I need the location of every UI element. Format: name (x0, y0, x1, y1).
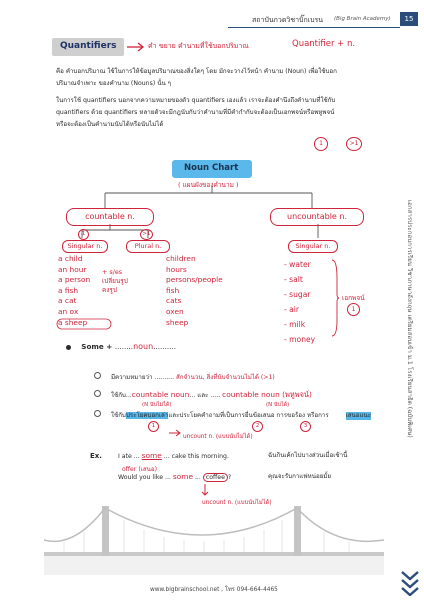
section-formula: Quantifier + n. (292, 39, 356, 49)
ex1-prefix: I ate (118, 453, 132, 460)
list-item: - air (284, 305, 300, 314)
singular-box (62, 240, 108, 253)
list-item: hours (166, 264, 187, 274)
intro-marker-2: >1 (346, 137, 362, 151)
uncount-singular-box (288, 240, 338, 253)
noun-chart-subtitle: ( แผนผังของคำนาม ) (178, 181, 239, 189)
some-label: Some + (81, 342, 115, 351)
countable-label: countable n. (85, 212, 135, 221)
page-number: 15 (400, 12, 418, 26)
list-item: a cat (58, 296, 77, 306)
some-bullet: Some + ........noun.......... (66, 342, 176, 351)
section-title: Quantifiers (60, 41, 117, 51)
intro-line4: quantifiers ด้วย quantifiers หลายตัวจะมีกฎนับกับว่าคำนามที่มีคำกำกับจะต้องเป็นเอกพจน์หรือพหูพจน์ (56, 109, 335, 116)
noun-chart-title: Noun Chart (184, 163, 239, 173)
list-item: oxen (166, 306, 184, 316)
list-item: a fish (58, 285, 79, 295)
list-item: fish (166, 285, 180, 295)
line3-highlight: ประโยคบอกเล่า (125, 412, 169, 419)
uncount-singular-label: Singular n. (295, 242, 331, 250)
line2-fill-a: countable noun (131, 390, 190, 399)
uncount-side-marker: 1 (347, 303, 360, 316)
list-item: a child (58, 254, 83, 263)
circle-bullet (94, 372, 101, 379)
line2-prefix: ใช้กับ (110, 392, 126, 399)
footer-text: www.bigbrainschool.net , โทร 094-664-4465 (150, 587, 278, 593)
plural-box (126, 240, 170, 253)
list-item: an ox (58, 306, 79, 316)
line3-end: เสนอแนะ (345, 412, 372, 419)
uncount-note: uncount n. (แบบนับไม่ได้) (183, 434, 253, 440)
ex2-suffix: ? (227, 474, 232, 481)
some-line3 (94, 410, 394, 420)
ex1-suffix: cake this morning. (171, 453, 229, 460)
intro-line2: ปริมาณจำเพาะ ของคำนาม (Nouns) นั้น ๆ (56, 80, 171, 87)
line2-note-a: (N นับไม่ได้) (142, 402, 172, 408)
plural-marker: >1 (140, 229, 153, 240)
line3-mid: และประโยคคำถามที่เป็นการยื่นข้อเสนอ การขอร้อง หรือการ (168, 412, 329, 419)
line1-fill: สักจำนวน, สิ่งที่นับจำนวนไม่ได้ (>1) (176, 374, 275, 381)
list-item: - money (284, 335, 316, 344)
some-line1: มีความหมายว่า .......... สักจำนวน, สิ่งที่นับจำนวนไม่ได้ (>1) (94, 372, 394, 382)
ex1-translation: ฉันกินเค้กไปบางส่วนเมื่อเช้านี้ (268, 452, 348, 459)
list-item: - water (284, 260, 311, 269)
intro-line1: คือ คำบอกปริมาณ ใช้ในการให้ข้อมูลปริมาณของสิ่งใดๆ โดย มักจะวางไว้หน้า คำนาม (Noun) เพื่อใช้บอก (56, 68, 337, 75)
intro-line5: หรือจะต้องเป็นคำนามนับได้หรือนับไม่ได้ (56, 121, 164, 128)
arrow-icon (200, 483, 210, 497)
uncount-note-2: uncount n. (แบบนับไม่ได้) (202, 500, 272, 506)
rule-label: + s/es (102, 268, 123, 276)
header-title: สถาบันกวดวิชาบิ๊กเบรน (252, 16, 324, 24)
list-item: children (166, 254, 196, 263)
examples-label: Ex. (90, 452, 102, 460)
line2-note-b: (N นับได้) (266, 402, 290, 408)
list-item: - sugar (284, 290, 311, 299)
bullet-dot (66, 345, 71, 350)
arrow-icon (168, 428, 182, 438)
uncountable-label: uncountable n. (287, 212, 347, 221)
list-item: a person (58, 275, 91, 285)
rule-note: เปลี่ยนรูป (102, 277, 128, 285)
ex2-fill: some (172, 472, 193, 481)
section-note: คำ ขยาย คำนามที่ใช้บอกปริมาณ (148, 42, 249, 50)
plural-label: Plural n. (134, 242, 162, 250)
uncountable-box (270, 208, 364, 226)
circle-bullet (94, 410, 101, 417)
list-item: an hour (58, 264, 87, 274)
list-item: cats (166, 296, 182, 306)
line1-prefix: มีความหมายว่า (110, 374, 153, 381)
uncount-side-note: เอกพจน์ (342, 294, 365, 302)
list-item: persons/people (166, 275, 223, 285)
line2-mid: และ (197, 392, 209, 399)
header-subtitle: (Big Brain Academy) (334, 16, 391, 22)
line2-fill-b: countable noun (พหูพจน์) (222, 390, 312, 399)
example-1: I ate ... some ... cake this morning. (118, 451, 229, 460)
some-line2: ใช้กับ...countable noun... และ ..... countable noun (พหูพจน์) (94, 390, 394, 400)
rule-note2: คงรูป (102, 286, 117, 294)
rule-block (102, 268, 128, 295)
list-item: a sheep (58, 317, 88, 327)
line3-prefix: ใช้กับ (110, 412, 126, 419)
vertical-sidebar (406, 200, 416, 600)
sidebar-text: เอกสารประกอบการเรียน วิชาภาษาอังกฤษ เตรียมสอบเข้า ม.1 โรงเรียนสาธิต (ฉบับพิเศษ) (406, 200, 413, 438)
list-item: - salt (284, 275, 303, 284)
intro-line3: ในการใช้ quantifiers นอกจากความหมายของตัว quantifiers เองแล้ว เราจะต้องคำนึงถึงคำนามที่ใช้กับ (56, 97, 336, 104)
line3-marker-1: 1 (148, 421, 159, 432)
ex2-prefix: Would you like (118, 474, 164, 481)
plural-list (166, 254, 223, 328)
some-fill: noun (133, 342, 154, 351)
brace-icon (330, 258, 340, 338)
example-2: Would you like ... some ... coffee ? (118, 472, 232, 481)
list-item: - milk (284, 320, 306, 329)
line3-marker-3: 3 (300, 421, 311, 432)
ex1-fill: some (141, 451, 162, 460)
line3-marker-2: 2 (252, 421, 263, 432)
singular-marker: 1 (78, 229, 89, 240)
bridge-illustration (44, 500, 384, 575)
ex2-mid: coffee (203, 473, 228, 482)
ex2-translation: คุณจะรับกาแฟหน่อยมั้ย (268, 473, 332, 480)
circle-bullet (94, 390, 101, 397)
sheep-underline (56, 318, 114, 330)
countable-box (66, 208, 154, 226)
uncountable-list (284, 257, 315, 347)
singular-label: Singular n. (67, 242, 103, 250)
list-item: sheep (166, 317, 189, 327)
offer-note: offer (เสนอ) (122, 466, 158, 473)
intro-marker-1: 1 (314, 137, 328, 151)
